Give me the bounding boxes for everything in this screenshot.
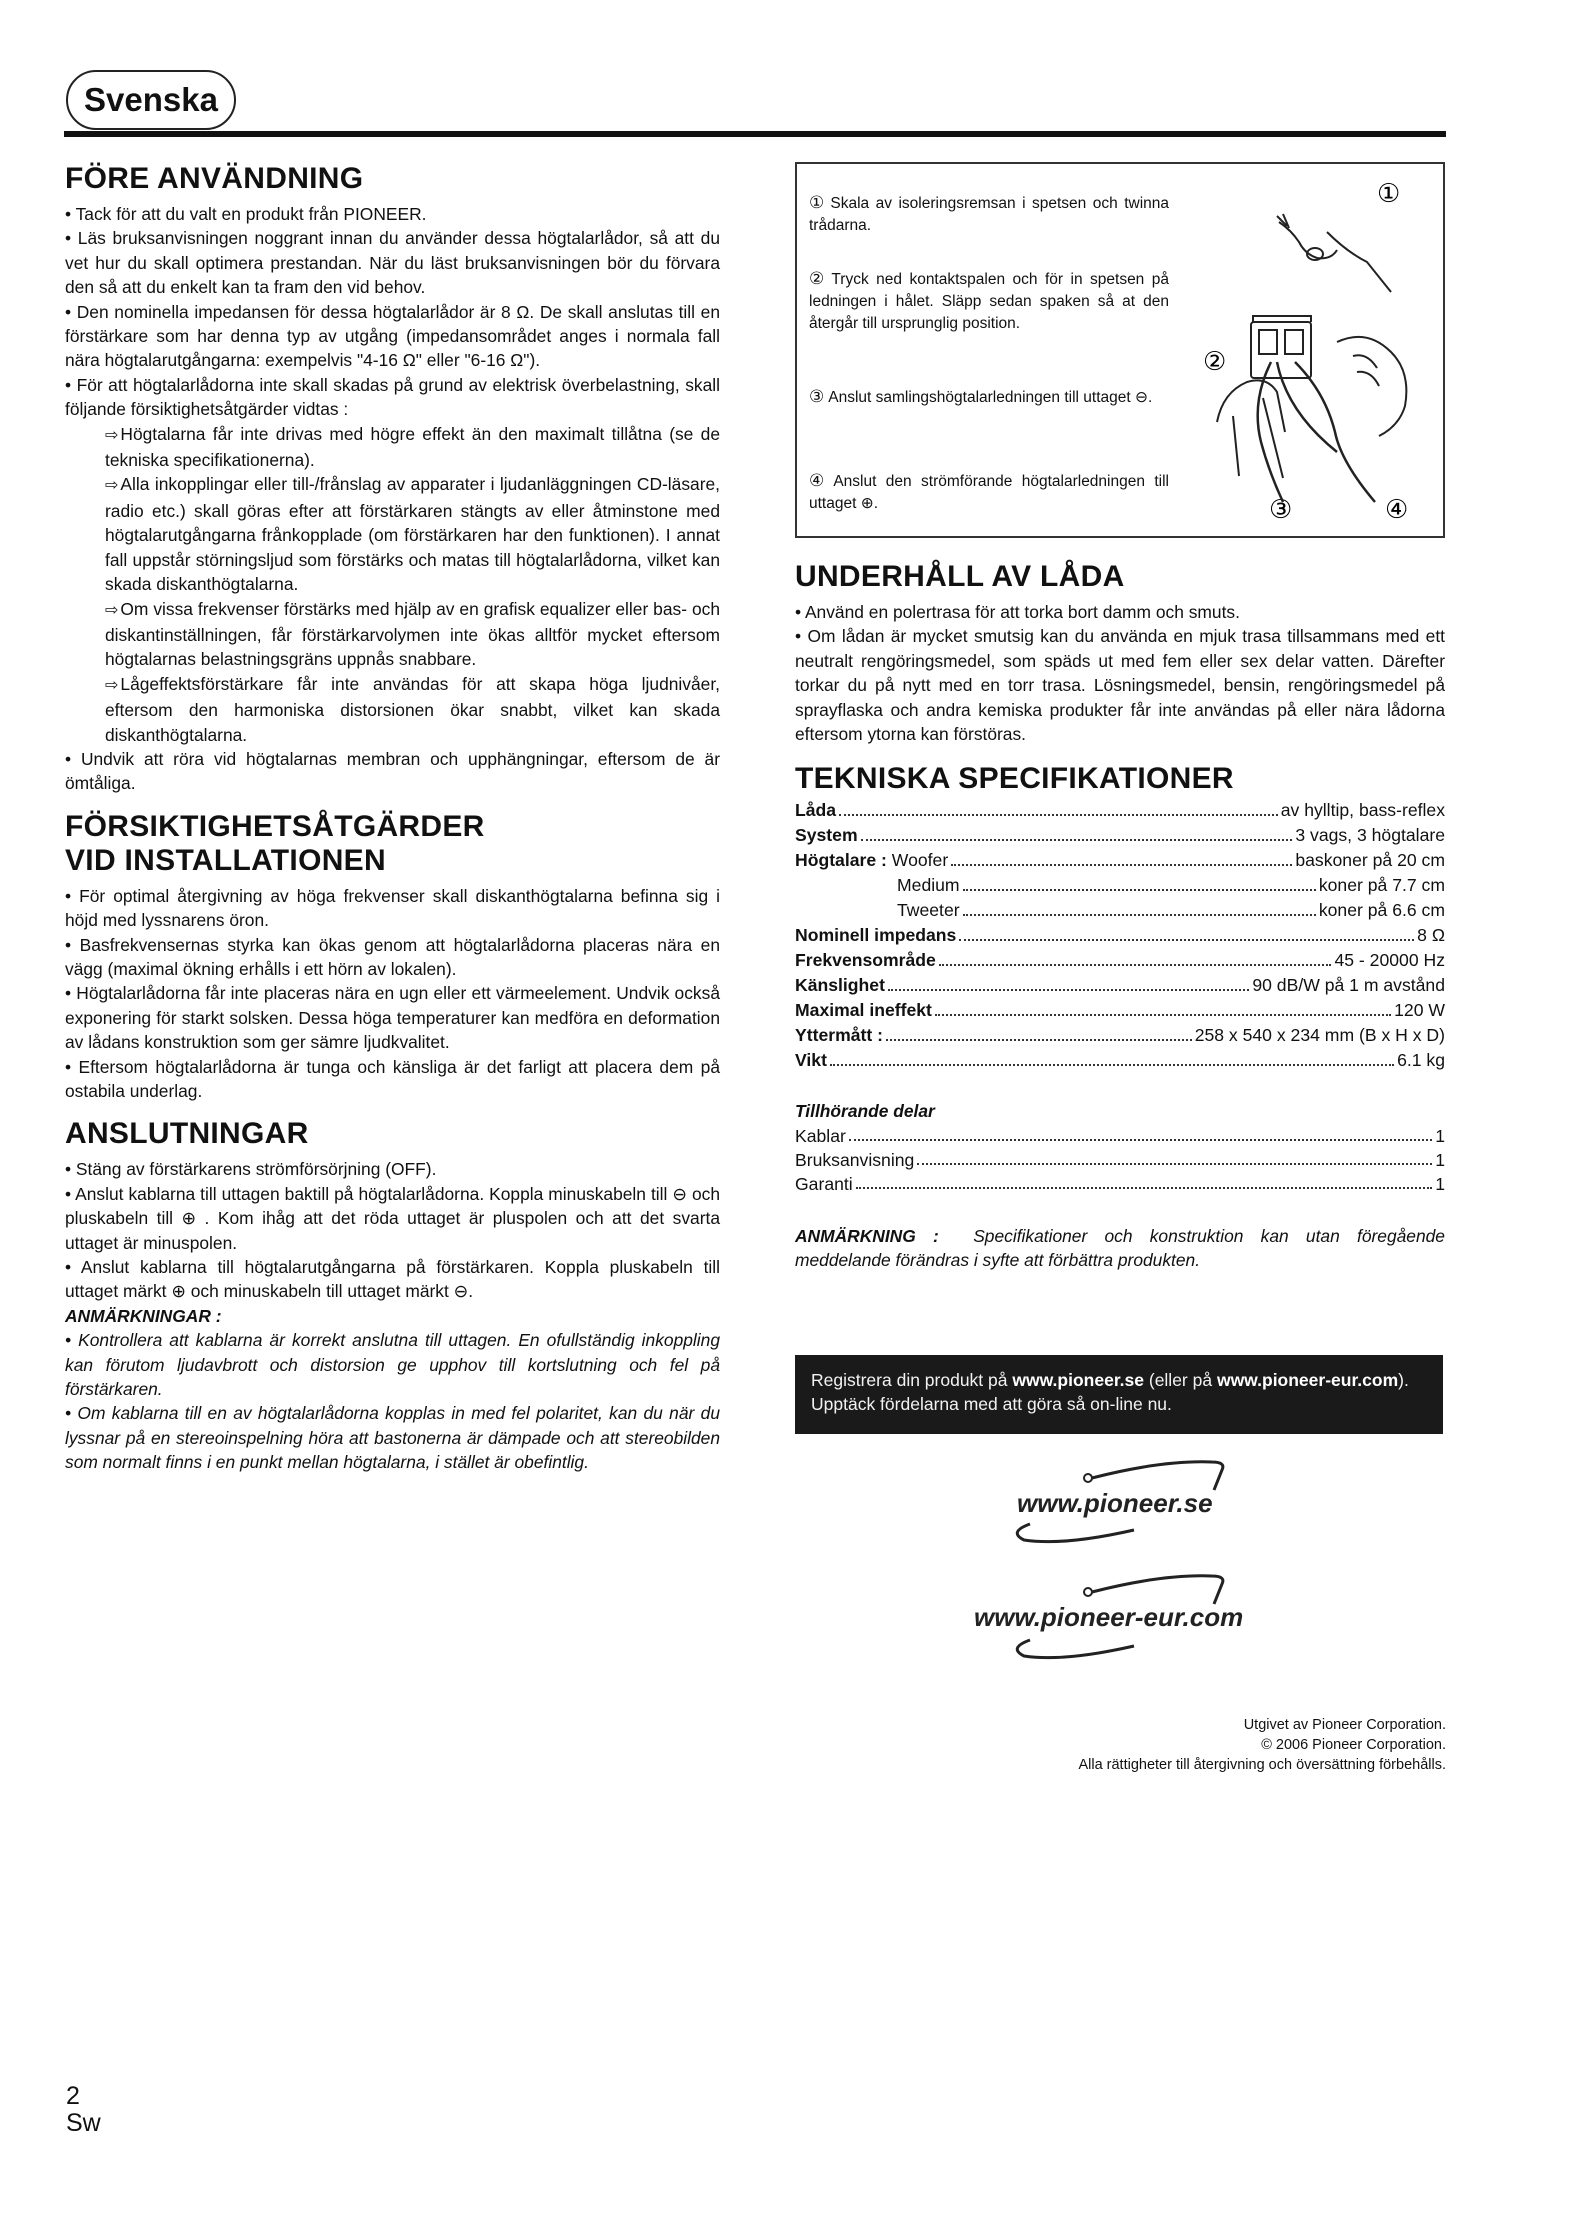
copyright-line: © 2006 Pioneer Corporation. (1261, 1737, 1446, 1753)
accessory-label: Bruksanvisning (795, 1149, 915, 1170)
web-logo-se[interactable]: www.pioneer.se (1017, 1488, 1213, 1518)
terminal-connection-diagram (1177, 172, 1439, 532)
left-column (65, 162, 720, 1475)
leader-dots (830, 1048, 1394, 1066)
header-rule (64, 131, 1446, 137)
accessory-qty: 1 (1435, 1173, 1445, 1194)
notes-heading: ANMÄRKNINGAR : (65, 1305, 222, 1326)
install-step (809, 268, 1169, 335)
spec-table (795, 798, 1445, 1073)
spec-value: 3 vags, 3 högtalare (1295, 825, 1445, 846)
sub-item (65, 422, 720, 473)
before-use-section (65, 162, 720, 796)
spec-value: 120 W (1394, 1000, 1445, 1021)
spec-sublabel: Tweeter (897, 900, 960, 921)
precautions-section (65, 810, 720, 1104)
accessory-row (795, 1172, 1445, 1196)
diagram-label-4: ④ (1385, 495, 1409, 525)
accessory-label: Garanti (795, 1173, 853, 1194)
language-tab (66, 70, 236, 130)
install-step (809, 386, 1169, 409)
spec-value: 45 - 20000 Hz (1334, 950, 1445, 971)
diagram-label-3: ③ (1269, 495, 1293, 525)
sub-item-text: Högtalarna får inte drivas med högre effekt än den maximalt tillåtna (se de tekniska specifikationerna). (105, 423, 720, 471)
spec-label: Frekvensområde (795, 950, 936, 971)
sub-item-text: Om vissa frekvenser förstärks med hjälp av en grafisk equalizer eller bas- och diskantinställningen, får förstärkarvolymen inte ökas alltför mycket eftersom högtalarnas belastningsgräns uppnås snabbare. (105, 598, 720, 670)
leader-dots (963, 873, 1316, 891)
paragraph: • För att högtalarlådorna inte skall skadas på grund av elektrisk överbelastning, skall följande försiktighetsåtgärder vidtas : (65, 374, 720, 420)
step-number: ④ (809, 471, 830, 490)
register-text: ). (1398, 1370, 1409, 1390)
spec-value: baskoner på 20 cm (1295, 850, 1445, 871)
spec-row (795, 948, 1445, 973)
stripped-wire-icon (1277, 214, 1391, 292)
paragraph: • Basfrekvensernas styrka kan ökas genom att högtalarlådorna placeras nära en vägg (maximal ökning erhålls i ett hörn av lokalen). (65, 934, 720, 979)
page-number (66, 2083, 101, 2137)
language-label: Svenska (84, 81, 218, 118)
register-text: (eller på (1144, 1370, 1217, 1390)
leader-dots (886, 1023, 1192, 1041)
web-logo-eur[interactable]: www.pioneer-eur.com (974, 1602, 1244, 1632)
section-subtitle: VID INSTALLATIONEN (65, 843, 386, 877)
register-banner (795, 1355, 1443, 1434)
spec-value: koner på 6.6 cm (1318, 900, 1445, 921)
arrow-icon: ⇨ (105, 477, 119, 495)
spec-label: Nominell impedans (795, 925, 957, 946)
spec-label: System (795, 825, 858, 846)
section-title: UNDERHÅLL AV LÅDA (795, 560, 1125, 593)
spec-sublabel: Woofer (891, 850, 949, 871)
spec-label: Vikt (795, 1050, 827, 1071)
spec-value: 258 x 540 x 234 mm (B x H x D) (1194, 1025, 1445, 1046)
step-number: ③ (809, 387, 825, 406)
spec-row (795, 873, 1445, 898)
spec-row (795, 798, 1445, 823)
spec-note (795, 1224, 1445, 1273)
spec-sublabel: Medium (897, 875, 960, 896)
leader-dots (951, 848, 1292, 866)
paragraph: • Läs bruksanvisningen noggrant innan du använder dessa högtalarlådor, så att du vet hur du skall optimera prestandan. När du läst bruksanvisningen bör du förvara den så att du enkelt kan ta fram den vid behov. (65, 228, 720, 298)
spec-value: 6.1 kg (1397, 1050, 1445, 1071)
speaker-wire-icon (1258, 362, 1375, 502)
accessories-heading: Tillhörande delar (795, 1101, 935, 1122)
publisher-block (1078, 1715, 1446, 1775)
rights-line: Alla rättigheter till återgivning och översättning förbehålls. (1078, 1757, 1446, 1773)
paragraph: • Använd en polertrasa för att torka bort damm och smuts. (795, 602, 1240, 622)
register-line-1 (811, 1368, 1427, 1392)
register-link-eur[interactable]: www.pioneer-eur.com (1216, 1370, 1399, 1390)
paragraph: • Eftersom högtalarlådorna är tunga och känsliga är det farligt att placera dem på ostabila underlag. (65, 1056, 720, 1101)
spec-value: 90 dB/W på 1 m avstånd (1252, 975, 1445, 996)
step-text: Anslut samlingshögtalarledningen till uttaget ⊖. (828, 389, 1153, 406)
paragraph: • Högtalarlådorna får inte placeras nära en ugn eller ett värmeelement. Undvik också exponering för starkt solsken. Dessa höga temperaturer kan medföra en deformation av lådans konstruktion som ger sämre ljudkvalitet. (65, 983, 720, 1053)
spec-label: Högtalare : (795, 850, 887, 871)
page-number-value: 2 (66, 2082, 80, 2110)
accessory-label: Kablar (795, 1125, 846, 1146)
spec-row (795, 823, 1445, 848)
accessory-row (795, 1148, 1445, 1172)
spec-value: 8 Ω (1417, 925, 1445, 946)
sub-item (65, 472, 720, 596)
sub-item (65, 597, 720, 672)
spec-row (795, 848, 1445, 873)
spec-row (795, 923, 1445, 948)
diagram-label-1: ① (1377, 179, 1401, 209)
step-text: Tryck ned kontaktspalen och för in spetsen på ledningen i hålet. Släpp sedan spaken så at den återgår till ursprunglig position. (809, 271, 1169, 332)
section-title: FÖRE ANVÄNDNING (65, 162, 364, 195)
leader-dots (888, 973, 1249, 991)
paragraph: • Den nominella impedansen för dessa högtalarlådor är 8 Ω. De skall anslutas till en förstärkare som har denna typ av utgång (impedansområdet anges i normala fall nära högtalarutgångarna: exempelvis "4-16 Ω" eller "6-16 Ω"). (65, 301, 720, 371)
diagram-label-2: ② (1203, 347, 1227, 377)
leader-dots (963, 898, 1316, 916)
spec-row (795, 973, 1445, 998)
spec-value: av hylltip, bass-reflex (1280, 800, 1445, 821)
accessory-qty: 1 (1435, 1149, 1445, 1170)
swoosh-bottom-icon (1010, 1520, 1150, 1550)
installation-box (795, 162, 1445, 538)
connections-section (65, 1117, 720, 1474)
arrow-icon: ⇨ (105, 601, 119, 619)
step-number: ② (809, 269, 828, 288)
register-link-se[interactable]: www.pioneer.se (1012, 1370, 1144, 1390)
note-paragraph: • Kontrollera att kablarna är korrekt anslutna till uttagen. En ofullständig inkoppling kan förutom ljudavbrott och distorsion ge upphov till kortslutning och fel på förstärkaren. (65, 1330, 720, 1400)
spec-label: Låda (795, 800, 837, 821)
section-title: ANSLUTNINGAR (65, 1117, 309, 1151)
note-paragraph: • Om kablarna till en av högtalarlådorna kopplas in med fel polaritet, kan du när du lyssnar på en stereoinspelning höra att bastonerna är dämpade och att stereobilden som normalt finns i en punkt mellan högtalarna, i stället är obefintlig. (65, 1403, 720, 1473)
leader-dots (939, 948, 1332, 966)
paragraph: • Om lådan är mycket smutsig kan du använda en mjuk trasa tillsammans med ett neutralt rengöringsmedel, som späds ut med fem eller sex delar vatten. Därefter torkar du på nytt med en torr trasa. Lösningsmedel, bensin, rengöringsmedel på sprayflaska och andra kemiska produkter får inte användas på eller nära lådorna eftersom ytorna kan förstöras. (795, 626, 1445, 745)
step-number: ① (809, 193, 827, 212)
sub-item-text: Alla inkopplingar eller till-/frånslag av apparater i ljudanläggningen CD-läsare, radio etc.) skall göras efter att förstärkaren stängts av eller åtminstone med högtalarutgångarna frånkopplade (om förstärkaren har den funktionen). I annat fall uppstår störningsljud som förstärks och matas till högtalarlådorna, vilket kan skada diskanthögtalarna. (105, 474, 720, 595)
right-column (795, 162, 1445, 1273)
register-line-2: Upptäck fördelarna med att göra så on-line nu. (811, 1394, 1172, 1414)
sub-item-text: Lågeffektsförstärkare får inte användas för att skapa höga ljudnivåer, eftersom den harmoniska distorsionen ökar snabbt, vilket kan skada diskanthögtalarna. (105, 673, 720, 745)
section-title: TEKNISKA SPECIFIKATIONER (795, 762, 1234, 796)
paragraph: • Anslut kablarna till uttagen baktill på högtalarlådorna. Koppla minuskabeln till ⊖ och pluskabeln till ⊕ . Kom ihåg att det röda uttaget är pluspolen och att det svarta uttaget är minuspolen. (65, 1183, 720, 1253)
install-step (809, 470, 1169, 515)
install-step (809, 192, 1169, 237)
swoosh-bottom-icon (1010, 1636, 1150, 1666)
step-text: Skala av isoleringsremsan i spetsen och twinna trådarna. (809, 195, 1169, 234)
leader-dots (849, 1124, 1432, 1141)
publisher-line: Utgivet av Pioneer Corporation. (1243, 1717, 1446, 1733)
spec-label: Känslighet (795, 975, 885, 996)
paragraph: • Stäng av förstärkarens strömförsörjning (OFF). (65, 1159, 437, 1180)
section-title: FÖRSIKTIGHETSÅTGÄRDER (65, 809, 485, 843)
sub-item (65, 672, 720, 747)
paragraph: • För optimal återgivning av höga frekvenser skall diskanthögtalarna befinna sig i höjd med lyssnarens öron. (65, 885, 720, 931)
spec-note-label: ANMÄRKNING : (795, 1225, 939, 1246)
paragraph: • Tack för att du valt en produkt från PIONEER. (65, 204, 427, 224)
spec-row (795, 1023, 1445, 1048)
leader-dots (935, 998, 1391, 1016)
spec-row (795, 898, 1445, 923)
spec-label: Yttermått : (795, 1025, 883, 1046)
step-text: Anslut den strömförande högtalarledningen till uttaget ⊕. (809, 473, 1169, 512)
spec-note-text: Specifikationer och konstruktion kan utan föregående meddelande förändras i syfte att förbättra produkten. (795, 1225, 1445, 1271)
page-language-code: Sw (66, 2109, 101, 2137)
spec-row (795, 998, 1445, 1023)
leader-dots (959, 923, 1414, 941)
spec-row (795, 1048, 1445, 1073)
accessory-row (795, 1124, 1445, 1148)
spec-value: koner på 7.7 cm (1318, 875, 1445, 896)
paragraph: • Undvik att röra vid högtalarnas membran och upphängningar, eftersom de är ömtåliga. (65, 748, 720, 794)
register-text: Registrera din produkt på (811, 1370, 1013, 1390)
arrow-icon: ⇨ (105, 676, 119, 694)
specifications-section (795, 762, 1445, 1073)
leader-dots (839, 798, 1278, 816)
spec-label: Maximal ineffekt (795, 1000, 932, 1021)
paragraph: • Anslut kablarna till högtalarutgångarna på förstärkaren. Koppla pluskabeln till uttaget märkt ⊕ och minuskabeln till uttaget märkt ⊖. (65, 1257, 720, 1302)
accessories-section (795, 1099, 1445, 1195)
leader-dots (917, 1148, 1432, 1165)
leader-dots (861, 823, 1293, 841)
arrow-icon: ⇨ (105, 426, 119, 444)
maintenance-section (795, 560, 1445, 746)
accessory-qty: 1 (1435, 1125, 1445, 1146)
leader-dots (856, 1172, 1433, 1189)
